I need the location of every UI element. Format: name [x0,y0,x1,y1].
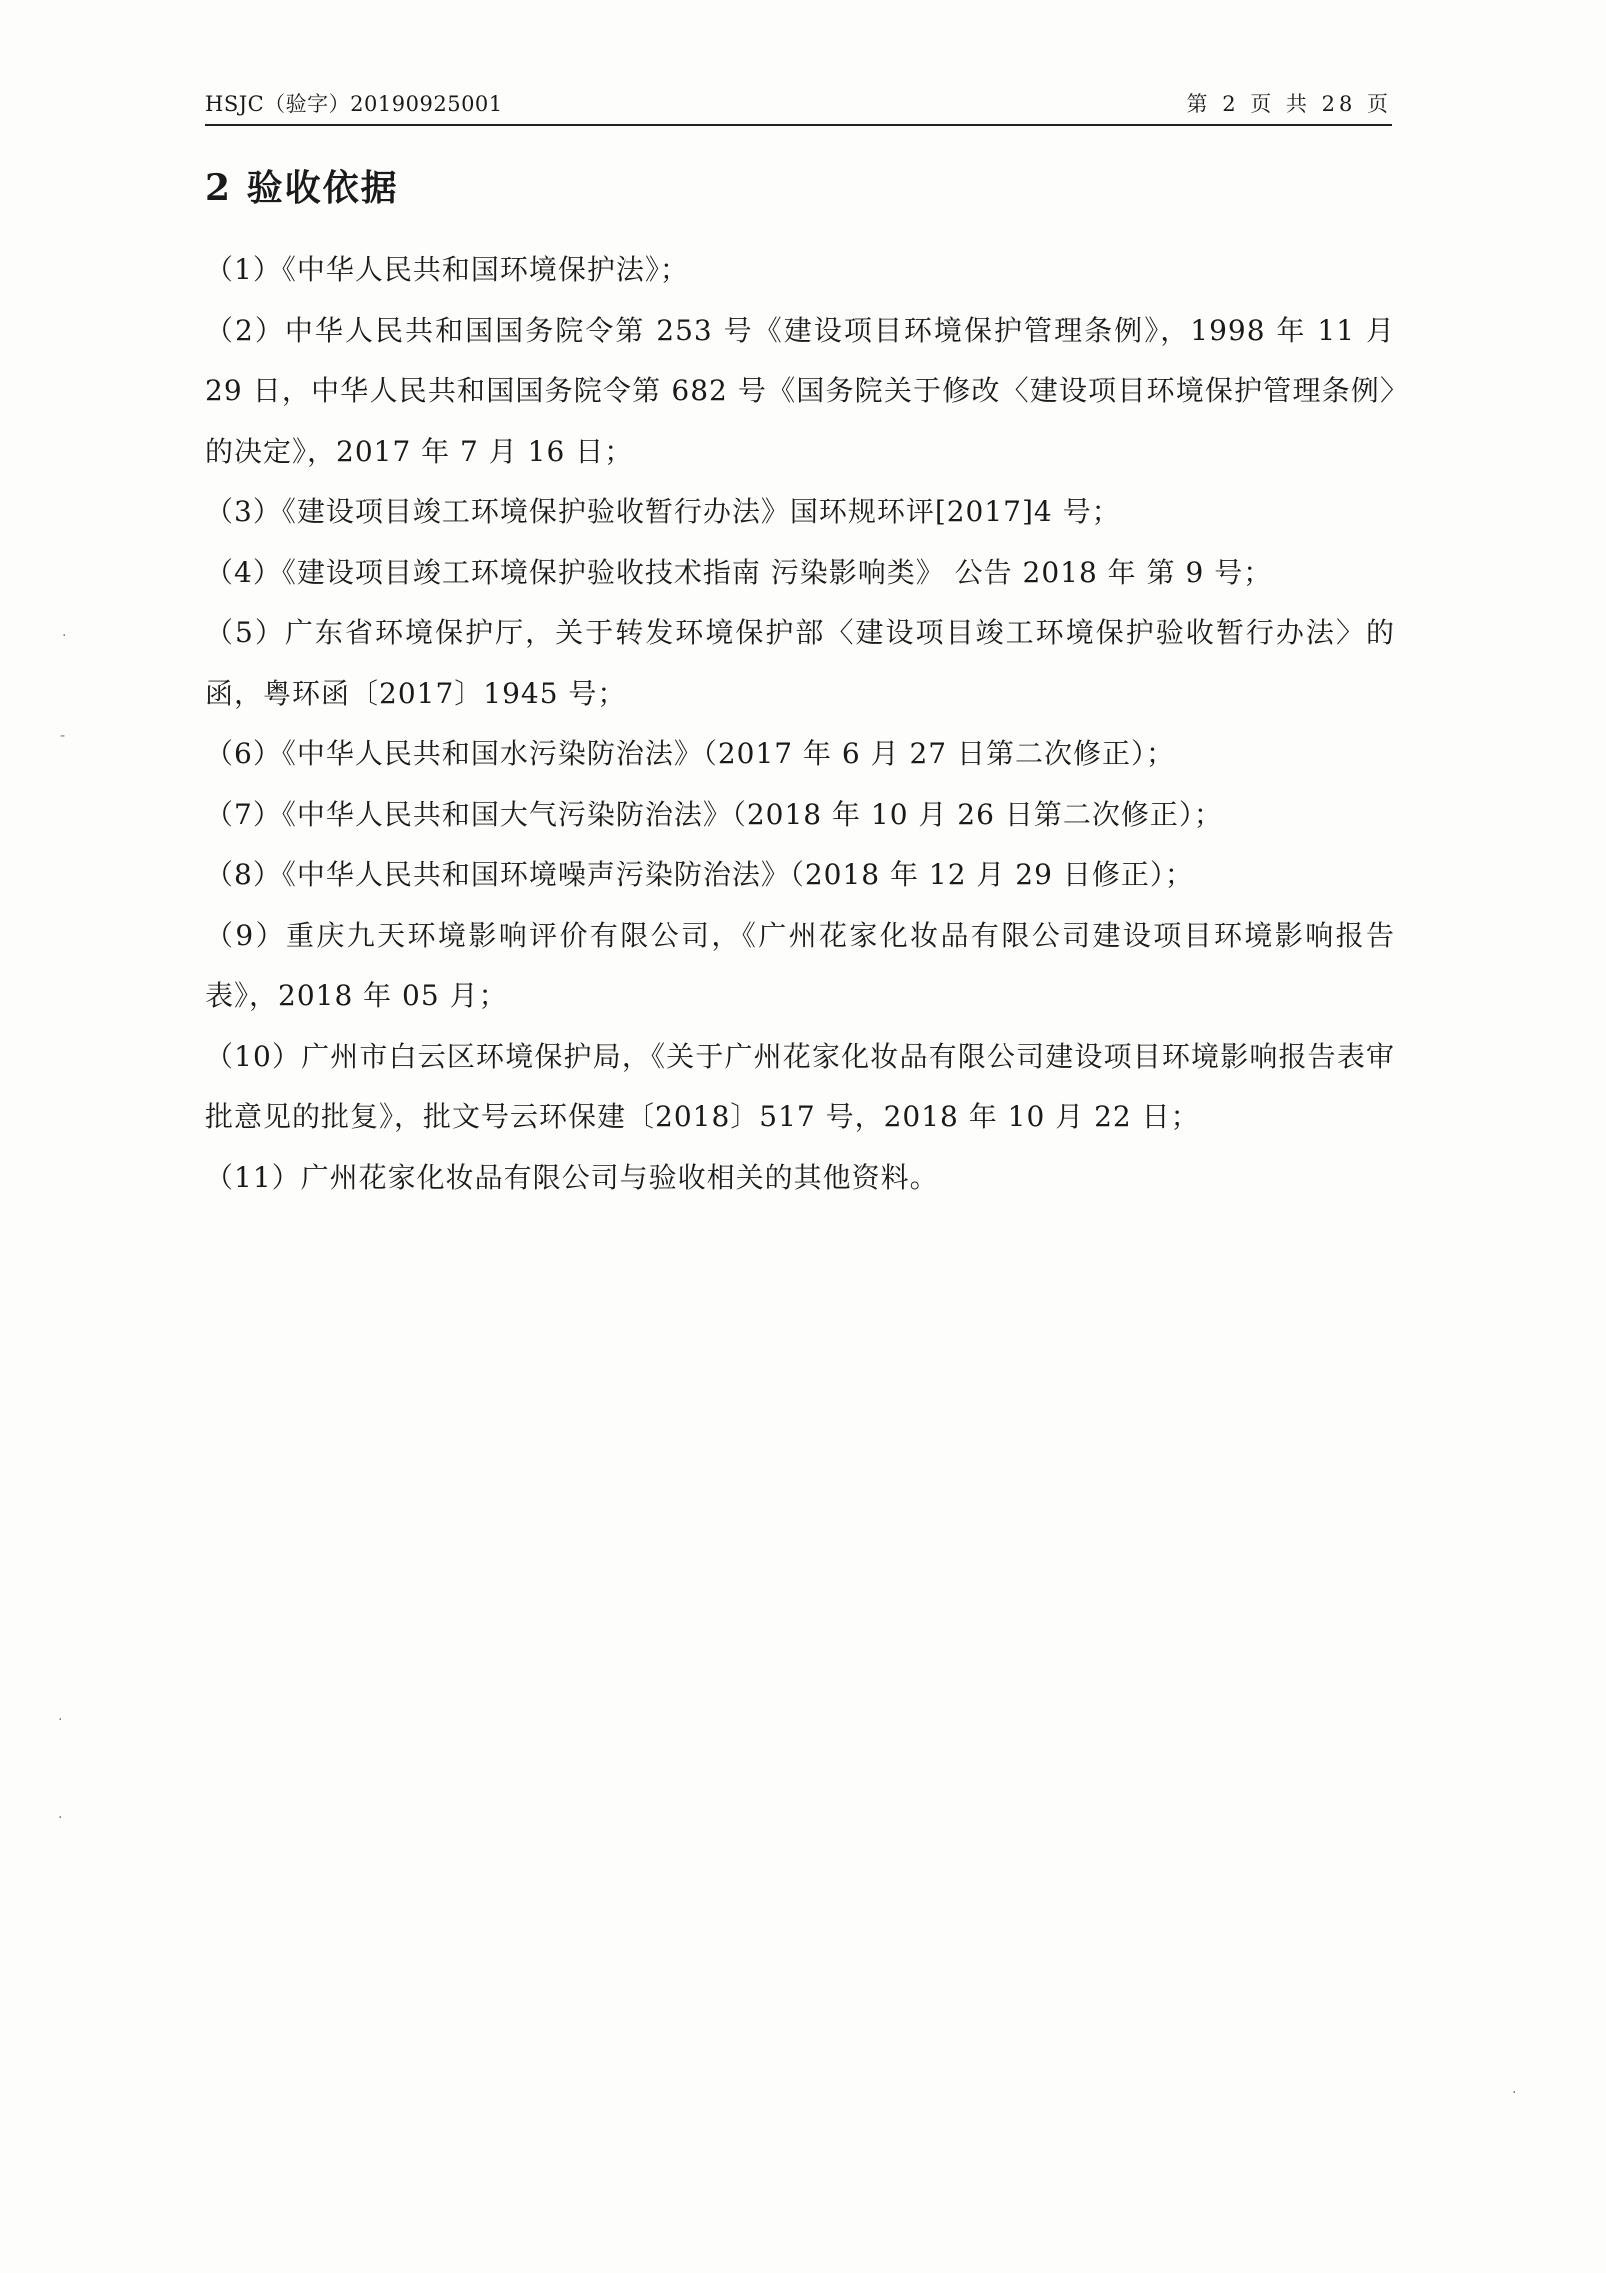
basis-list [205,240,1395,1208]
page-number: 第 2 页 共 28 页 [1186,92,1392,116]
list-item: （10）广州市白云区环境保护局，《关于广州花家化妆品有限公司建设项目环境影响报告表审批意见的批复》，批文号云环保建〔2018〕517 号，2018 年 10 月 22 日； [205,1039,1395,1133]
scan-speck: · [58,1712,63,1728]
list-item: （9）重庆九天环境影响评价有限公司，《广州花家化妆品有限公司建设项目环境影响报告表》，2018 年 05 月； [205,918,1395,1012]
list-item: （11）广州花家化妆品有限公司与验收相关的其他资料。 [205,1160,939,1194]
list-item: （3）《建设项目竣工环境保护验收暂行办法》国环规环评[2017]4 号； [205,495,1121,528]
list-item: （5）广东省环境保护厅，关于转发环境保护部〈建设项目竣工环境保护验收暂行办法〉的函，粤环函〔2017〕1945 号； [205,616,1395,710]
list-item: （1）《中华人民共和国环境保护法》； [205,253,689,286]
scan-speck: · [58,1810,63,1826]
list-item: （8）《中华人民共和国环境噪声污染防治法》（2018 年 12 月 29 日修正）； [205,858,1194,891]
list-item: （6）《中华人民共和国水污染防治法》（2017 年 6 月 27 日第二次修正）； [205,737,1176,770]
list-item: （7）《中华人民共和国大气污染防治法》（2018 年 10 月 26 日第二次修正）； [205,797,1223,831]
page-header [205,88,1392,126]
document-id: HSJC（验字）20190925001 [205,92,503,116]
scan-speck: · [1512,2085,1517,2101]
list-item: （2）中华人民共和国国务院令第 253 号《建设项目环境保护管理条例》，1998 年 11 月 29 日，中华人民共和国国务院令第 682 号《国务院关于修改〈建设项目环境保护管理条例〉的决定》，2017 年 7 月 16 日； [205,313,1395,468]
section-title: 2 验收依据 [205,167,399,209]
list-item: （4）《建设项目竣工环境保护验收技术指南 污染影响类》 公告 2018 年 第 9 号； [205,555,1273,589]
scan-speck: - [60,728,66,744]
scan-speck: · [62,628,67,644]
